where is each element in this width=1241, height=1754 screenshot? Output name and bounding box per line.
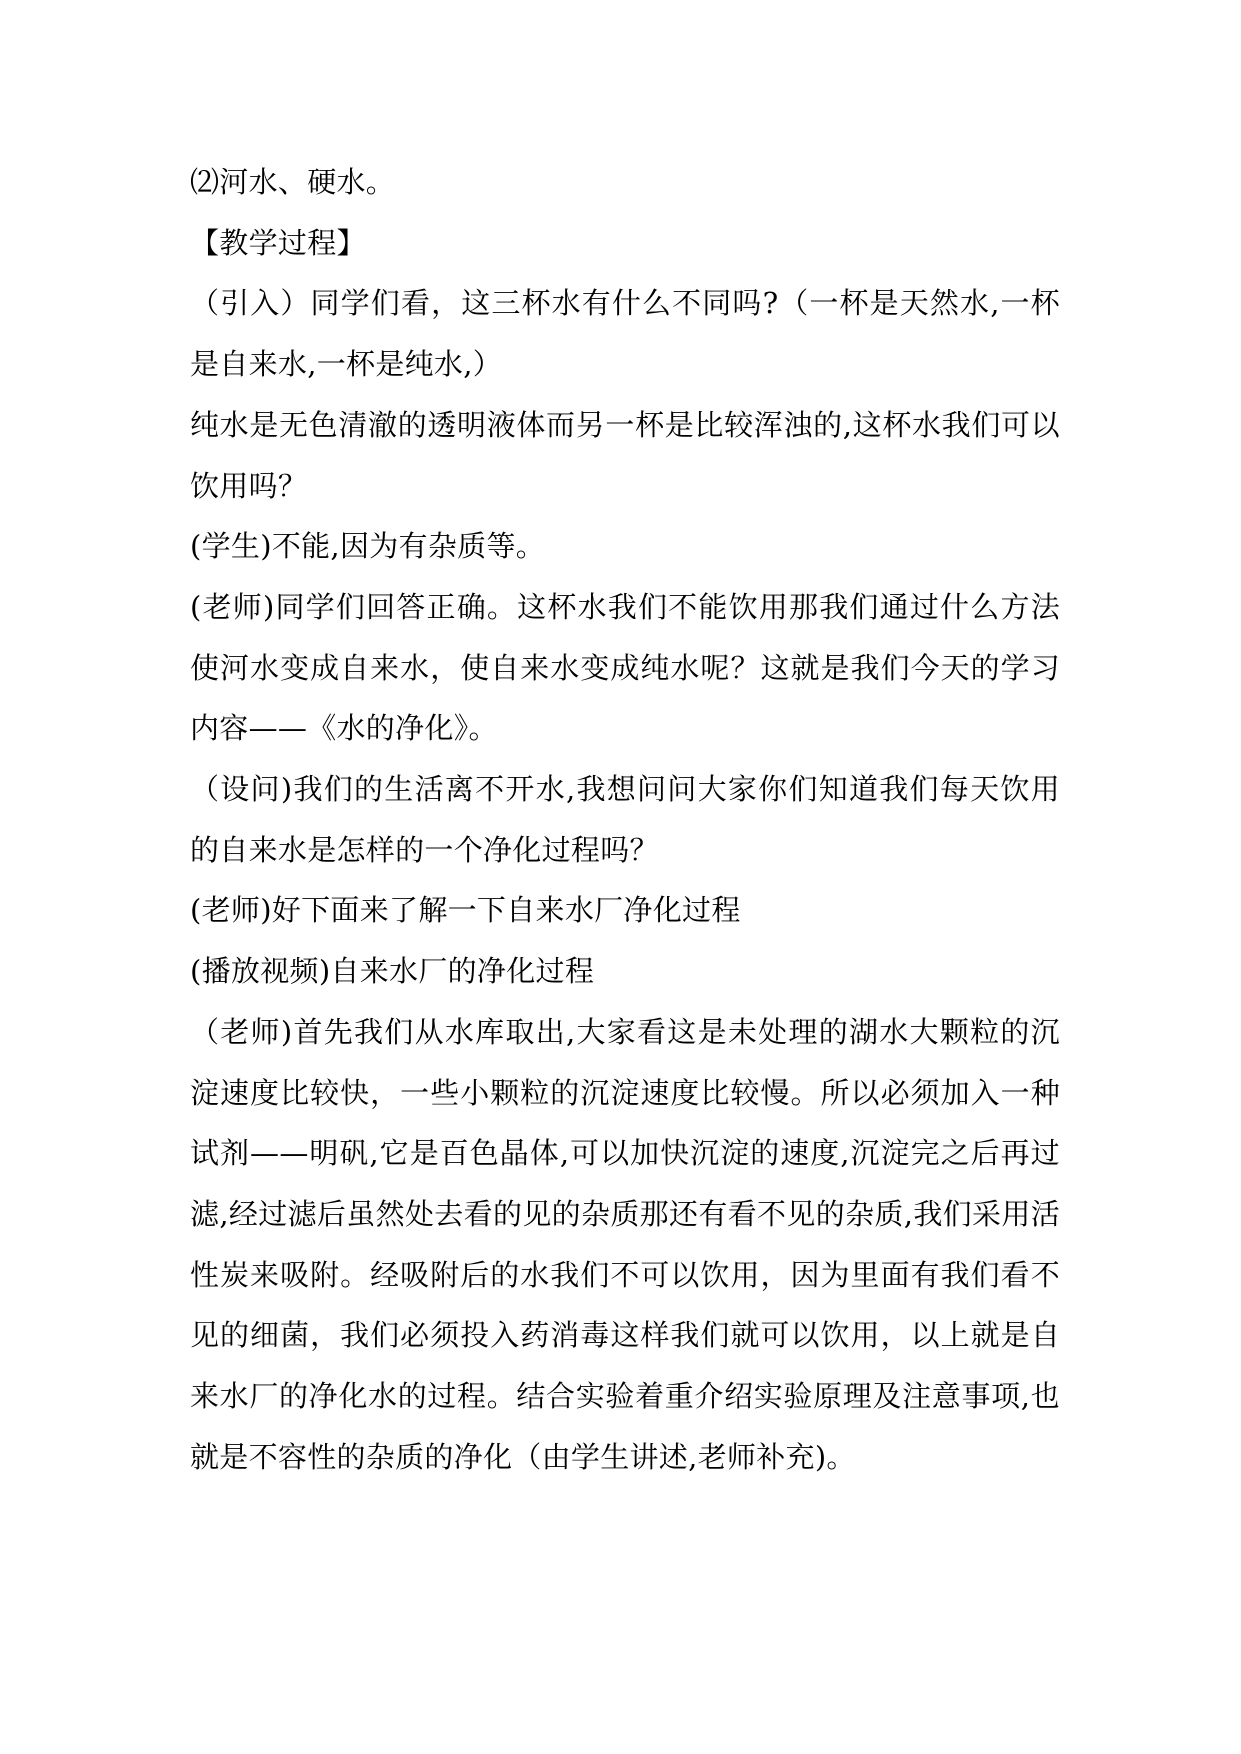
paragraph-introduction: （引入）同学们看，这三杯水有什么不同吗?（一杯是天然水,一杯是自来水,一杯是纯水,） [190, 286, 1060, 382]
paragraph-teacher-response: (老师)同学们回答正确。这杯水我们不能饮用那我们通过什么方法使河水变成自来水，使自来水变成纯水呢？这就是我们今天的学习内容——《水的净化》。 [190, 589, 1060, 746]
paragraph-play-video: (播放视频)自来水厂的净化过程 [190, 954, 595, 989]
document-body [190, 152, 1060, 1487]
paragraph-purification-process: （老师)首先我们从水库取出,大家看这是未处理的湖水大颗粒的沉淀速度比较快，一些小颗粒的沉淀速度比较慢。所以必须加入一种试剂——明矾,它是百色晶体,可以加快沉淀的速度,沉淀完之后再过滤,经过滤后虽然处去看的见的杂质那还有看不见的杂质,我们采用活性炭来吸附。经吸附后的水我们不可以饮用，因为里面有我们看不见的细菌，我们必须投入药消毒这样我们就可以饮用，以上就是自来水厂的净化水的过程。结合实验着重介绍实验原理及注意事项,也就是不容性的杂质的净化（由学生讲述,老师补充)。 [190, 1014, 1060, 1474]
paragraph-teacher-intro-plant: (老师)好下面来了解一下自来水厂净化过程 [190, 893, 741, 928]
paragraph-student-answer: (学生)不能,因为有杂质等。 [190, 529, 546, 564]
paragraph-answer-2: ⑵河水、硬水。 [190, 165, 396, 199]
paragraph-question: （设问)我们的生活离不开水,我想问问大家你们知道我们每天饮用的自来水是怎样的一个净化过程吗？ [190, 772, 1060, 867]
paragraph-pure-water: 纯水是无色清澈的透明液体而另一杯是比较浑浊的,这杯水我们可以饮用吗？ [190, 407, 1060, 503]
section-heading-teaching-process: 【教学过程】 [190, 225, 366, 260]
